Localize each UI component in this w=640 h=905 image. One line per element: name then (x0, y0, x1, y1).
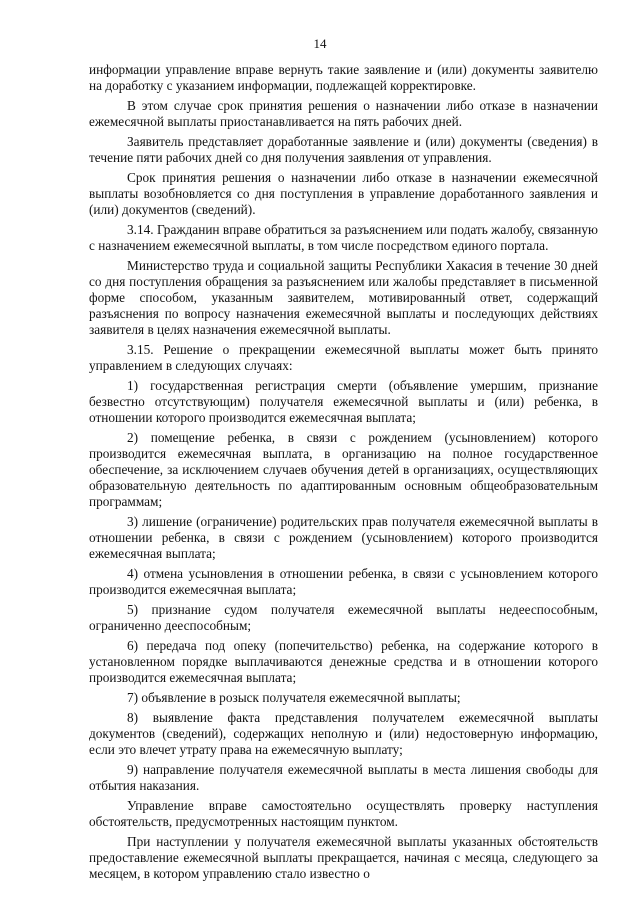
paragraph-continuation: информации управление вправе вернуть такие заявление и (или) документы заявителю на доработку с указанием информации, подлежащей корректировке. (89, 62, 598, 93)
paragraph-3-15: 3.15. Решение о прекращении ежемесячной выплаты может быть принято управлением в следующих случаях: (89, 342, 598, 373)
list-item-6: 6) передача под опеку (попечительство) ребенка, на содержание которого в установленном порядке выплачиваются денежные средства и в отношении которого производится ежемесячная выплата; (89, 638, 598, 685)
list-item-3: 3) лишение (ограничение) родительских прав получателя ежемесячной выплаты в отношении ребенка, в связи с рождением (усыновлением) которого производится ежемесячная выплата; (89, 514, 598, 561)
document-body (89, 62, 598, 886)
list-item-5: 5) признание судом получателя ежемесячной выплаты недееспособным, ограниченно дееспособным; (89, 602, 598, 633)
paragraph-ministry-response: Министерство труда и социальной защиты Республики Хакасия в течение 30 дней со дня поступления обращения за разъяснением или жалобы представляет в письменной форме способом, указанным заявителем, мотивированный ответ, содержащий разъяснения по вопросу назначения ежемесячной выплаты и последующих действиях заявителя в целях назначения ежемесячной выплаты. (89, 258, 598, 337)
paragraph-revised-submission: Заявитель представляет доработанные заявление и (или) документы (сведения) в течение пяти рабочих дней со дня получения заявления от управления. (89, 134, 598, 165)
list-item-2: 2) помещение ребенка, в связи с рождением (усыновлением) которого производится ежемесячная выплата, в организацию на полное государственное обеспечение, за исключением случаев обучения детей в организациях, осуществляющих образовательную деятельность по адаптированным основным общеобразовательным программам; (89, 430, 598, 509)
paragraph-termination: При наступлении у получателя ежемесячной выплаты указанных обстоятельств предоставление ежемесячной выплаты прекращается, начиная с месяца, следующего за месяцем, в котором управлению стало известно о (89, 834, 598, 881)
paragraph-suspension: В этом случае срок принятия решения о назначении либо отказе в назначении ежемесячной выплаты приостанавливается на пять рабочих дней. (89, 98, 598, 129)
list-item-7: 7) объявление в розыск получателя ежемесячной выплаты; (127, 690, 461, 705)
paragraph-3-14: 3.14. Гражданин вправе обратиться за разъяснением или подать жалобу, связанную с назначением ежемесячной выплаты, в том числе посредством единого портала. (89, 222, 598, 253)
list-item-8: 8) выявление факта представления получателем ежемесячной выплаты документов (сведений), содержащих неполную и (или) недостоверную информацию, если это влечет утрату права на ежемесячную выплату; (89, 710, 598, 757)
list-item-9: 9) направление получателя ежемесячной выплаты в места лишения свободы для отбытия наказания. (89, 762, 598, 793)
paragraph-resumption: Срок принятия решения о назначении либо отказе в назначении ежемесячной выплаты возобновляется со дня поступления в управление доработанного заявления и (или) документов (сведений). (89, 170, 598, 217)
page-number: 14 (313, 36, 327, 51)
list-item-1: 1) государственная регистрация смерти (объявление умершим, признание безвестно отсутствующим) получателя ежемесячной выплаты и (или) ребенка, в отношении которого производится ежемесячная выплата; (89, 378, 598, 425)
list-item-4: 4) отмена усыновления в отношении ребенка, в связи с усыновлением которого производится ежемесячная выплата; (89, 566, 598, 597)
paragraph-self-check: Управление вправе самостоятельно осуществлять проверку наступления обстоятельств, предусмотренных настоящим пунктом. (89, 798, 598, 829)
